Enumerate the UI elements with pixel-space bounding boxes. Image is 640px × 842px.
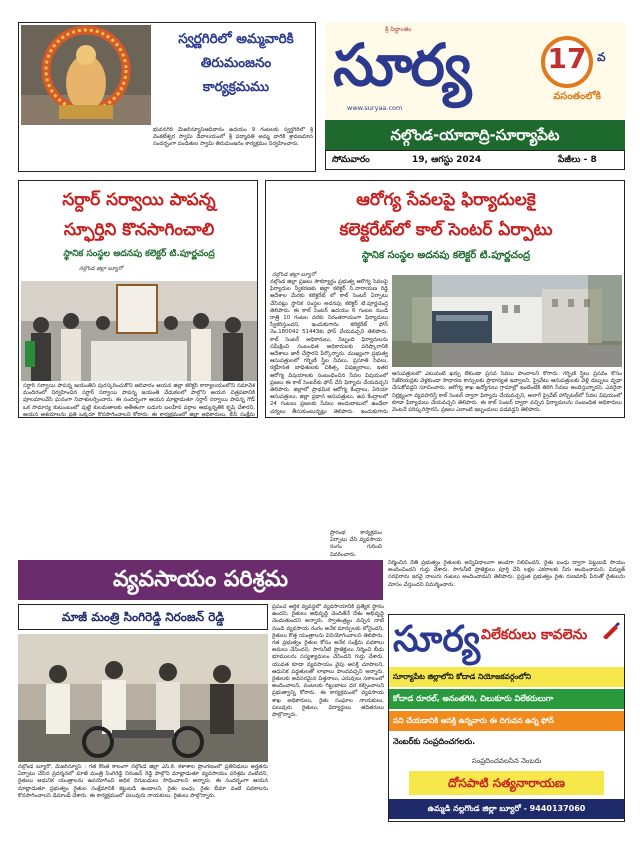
logo-website: www.suryaa.com [347,104,403,112]
headline-line: కార్యక్రమము [202,79,270,95]
papanna-subhead: స్థానిక సంస్థల అదనపు కలెక్టర్ టి.పూర్ణచంద్ర [63,249,215,259]
headline-line: స్ఫూర్తిని కొనసాగించాలి [63,220,215,240]
goddess-photo [21,25,151,125]
agri-body-right: నిర్మించిన నేతి ప్రభుత్వం రైతులకు అన్నివిధాలుగా అండగా నిలిచిందని, రైతు బంధు ద్వారా పెట్టుబడి సాయం అందించిందని గుర్తు చేశారు. సాగునీటి ప్రాజెక్టులు పూర్తి చేసి లక్షల ఎకరాలకు నీరు అందించామని, విద్యుత్ సరఫరాను ఇరవై నాలుగు గంటలు అందించామని తెలిపారు. ప్రస్తుత ప్రభుత్వం రైతు రుణమాఫీ పేరుతో రైతులను మోసం చేస్తుందని విమర్శించారు. [388,560,625,588]
date-strip [325,150,625,170]
day-label: సోమవారం [332,155,370,165]
reporters-ad [388,614,625,822]
logo-wordmark: సూర్య [333,31,470,99]
papanna-photo [21,281,257,381]
callcenter-dateline: నల్గొండ జిల్లా బ్యూరో [272,272,316,278]
agri-banner: వ్యవసాయం పరిశ్రమ [18,560,383,600]
masthead-logo-box [325,22,625,120]
top-left-body: భువనగిరి మేజర్‌న్యూస్‌ఆదివారం ఉదయం 9 గంటలకు స్వర్ణగిరిలో శ్రీ వెంకటేశ్వర స్వామి దేవాలయంలో శ్రీ పద్మావతి అమ్మ వారికి శ్రావణమాస సందర్భంగా పండితుల స్వామి తిరుమంజనం కార్యక్రమం నిర్వహించారు. [153,127,313,148]
callcenter-story [265,180,625,418]
ad-line-4: నెంబర్‌కు సంప్రదించగలరు. [393,737,476,746]
top-left-headline [159,27,313,99]
ad-title: విలేకరులు కావలెను [481,627,588,643]
anniversary-badge [537,36,617,106]
callcenter-subhead: స్థానిక సంస్థల అదనపు కలెక్టర్ టి.పూర్ణచంద్ర [361,250,531,261]
masthead [325,22,625,172]
ad-line-2: కోదాడ రూరల్, అనంతగిరి, చిలుకూరు విలేకరులుగా [389,689,624,709]
anniversary-text: వసంతంలోకి [553,91,601,102]
headline-line: ఆరోగ్య సేవలపై ఫిర్యాదులకై [356,190,536,210]
callcenter-body-wide: ఆసుపత్రులలో ఎటువంటి ఖర్చు లేకుండా ప్రసవ సేవలు పొందాలని కోరారు. గర్భిణీ స్త్రీలు ప్రసవం కోసం సిజేరియన్లకు వెళ్లకుండా సాధారణ కాన్పులకు ప్రాధాన్యత ఇవ్వాలని, ప్రైవేటు ఆసుపత్రులకు వెళ్లి డబ్బులు వృధా చేసుకోవద్దని సూచించారు. ఆరోగ్య శాఖ ఉద్యోగులు గ్రామాల్లో ఇంటింటికి తిరిగి సేవలు అందిస్తున్నారని, ఎవరైనా నిర్లక్ష్యంగా వ్యవహరిస్తే కాల్ సెంటర్ ద్వారా ఫిర్యాదు చేయవచ్చని, అలాగే ప్రైవేట్ హాస్పిటల్‌లో సేవల విషయంలో కూడా ఫిర్యాదులు చేయవచ్చని తెలిపారు. ఈ కాల్ సెంటర్ ద్వారా వచ్చిన ఫిర్యాదులను సంబంధిత అధికారులు వెంటనే పరిష్కరిస్తారని, ప్రజలు ఎలాంటి ఇబ్బందులు పడవద్దని తెలిపారు. [392,371,622,414]
agri-narrow-column: ప్రారంభ కార్యక్రమం ఏర్పాటు చేసి వ్యవసాయ రంగం గురించి వివరించారు. [330,530,382,558]
anniversary-suffix: వ [597,50,606,64]
ad-pen-icon [601,619,621,639]
page-label: పేజీలు - 8 [558,155,597,165]
agri-subhead: మాజీ మంత్రి సింగిరెడ్డి నిరంజన్ రెడ్డి [18,604,268,630]
anniversary-number: 17 [547,42,587,75]
papanna-story [18,180,258,418]
ad-line-3: పని చేయడానికి ఆసక్తి ఉన్నవారు ఈ దిగువన ఉన్న ఫోన్ [389,711,624,731]
ad-contact-detail: ఉమ్మడి నల్లగొండ జిల్లా బ్యూరో - 9440137060 [389,799,624,819]
edition-band: నల్గొండ-యాదాద్రి-సూర్యాపేట [325,120,625,150]
logo-tagline: శ్రీ సిద్దాంతం [385,26,412,33]
ad-logo-wordmark: సూర్య [393,619,481,660]
papanna-headline [23,185,255,245]
headline-line: తిరుమంజనం [200,55,272,71]
headline-line: స్వర్ణగిరిలో అమ్మవారికి [178,31,294,47]
collectorate-photo [392,275,622,367]
ad-contact-label: సంప్రదించవలసిన నెంబరు [471,757,542,765]
headline-line: కలెక్టరేట్‌లో కాల్ సెంటర్ ఏర్పాటు [339,220,553,240]
agri-photo [18,634,268,762]
agri-body-caption: నల్గొండ బ్యూరో, మేజర్‌న్యూస్ : గత కొంత కాలంగా నల్గొండ జిల్లా ఎస్.కె. కళాశాల ప్రాంగణంలో ప్రతినిధులు అర్హతను ఏర్పాటు చేసిన ప్రదర్శనలో మాజీ మంత్రి సింగిరెడ్డి నిరంజన్ రెడ్డి పాల్గొని మాట్లాడుతూ వ్యవసాయం పరిశ్రమ వంటిదని, రైతులు ఆధునిక యంత్రాలను ఉపయోగించి అధిక దిగుబడులు సాధించాలని అన్నారు. ఈ సందర్భంగా ఆయన మాట్లాడుతూ ప్రభుత్వం రైతుల సంక్షేమానికి కట్టుబడి ఉండాలని, రైతు బంధు, రైతు బీమా వంటి పథకాలను కొనసాగించాలని డిమాండ్ చేశారు. ఈ కార్యక్రమంలో పలువురు నాయకులు, రైతులు పాల్గొన్నారు. [18,764,268,799]
ad-contact-name: దోసపాటి సత్యనారాయణ [409,771,604,795]
callcenter-body-column: నల్గొండ జిల్లా ప్రజలు సౌకర్యార్థం ప్రభుత్వ ఆరోగ్య సేవలపై ఫిర్యాదుల స్వీకరణకు జిల్లా కలెక్టర్ సి.నారాయణ రెడ్డి ఆదేశాల మేరకు కలెక్టరేట్ లో కాల్ సెంటర్ ఏర్పాటు చేసినట్లు స్థానిక సంస్థల అదనపు కలెక్టర్ టి.పూర్ణచంద్ర తెలిపారు. ఈ కాల్ సెంటర్ ఉదయం 6 గంటల నుండి రాత్రి 10 గంటల వరకు నిరంతరాయంగా ఫిర్యాదులు స్వీకరిస్తుందని, ఇందుకుగాను కలెక్టరేట్ ఫోన్ నెం.180042 51443కు ఫోన్ చేయవచ్చని తెలిపారు. కాల్ సెంటర్ అధికారులు, సిబ్బంది ఫిర్యాదులను సమీక్షించి సంబంధిత అధికారులకు పరిష్కారానికి ఆదేశాలు జారీ చేస్తారని పేర్కొన్నారు. ముఖ్యంగా ప్రభుత్వ ఆసుపత్రులలో గర్భిణీ స్త్రీల సేవలు, ప్రసూతి సేవలు, రక్తహీనత బాధితులకు చికిత్స, విషజ్వరాలు, ఇతర ఆరోగ్య విషయాలకు సంబంధించిన సేవల విషయంలో ప్రజలు ఈ కాల్ సెంటర్‌కు ఫోన్ చేసి ఫిర్యాదు చేయవచ్చని తెలిపారు. జిల్లాలో ప్రాథమిక ఆరోగ్య కేంద్రాలు, ఏరియా ఆసుపత్రులు, జిల్లా ప్రధాన ఆసుపత్రులు, ఉప కేంద్రాలలో 24 గంటలు ప్రజలకు సేవలు అందుబాటులో ఉండేలా చర్యలు తీసుకుంటున్నట్లు తెలిపారు. ఇందుకుగాను [270,279,388,415]
date-label: 19, ఆగస్టు 2024 [412,155,482,165]
headline-line: సర్దార్ సర్వాయి పాపన్న [62,190,216,210]
ad-line-1: సూర్యాపేట జిల్లాలోని కోదాడ నియోజకవర్గంలోని [389,667,624,687]
top-left-story [18,22,316,172]
papanna-body: సర్దార్ సర్వాయి పాపన్న జయంతిని పురస్కరించుకొని ఆదివారం ఆయన జిల్లా కలెక్టర్ కార్యాలయంలోని సమావేశ మందిరంలో నిర్వహించిన సర్దార్ సర్వాయి పాపన్న జయంతి వేడుకలలో పాల్గొని ఆయన చిత్రపటానికి పూలమాలవేసి ఘనంగా నివాళులర్పించారు. ఈ సందర్భంగా ఆయన మాట్లాడుతూ సర్దార్ సర్వాయి పాపన్న గౌడ్ ఒక సామాన్య కుటుంబంలో పుట్టి కులమతాలకు అతీతంగా బడుగు బలహీన వర్గాల అభ్యున్నతికి కృషి చేశారని, ఆయన ఆశయాలను ప్రతి ఒక్కరూ కొనసాగించాలని కోరారు. ఈ కార్యక్రమంలో జిల్లా అధికారులు, బీసీ సంక్షేమ [23,383,255,417]
agri-body-mid: ప్రపంచ ఆర్థిక వ్యవస్థలో వ్యవసాయానికి ప్రత్యేక స్థానం ఉందని, రైతులు అభివృద్ధి చెందితేనే దేశం అభివృద్ధి చెందుతుందని అన్నారు. స్వాతంత్ర్యం వచ్చిన నాటి నుండి వ్యవసాయ రంగం అనేక మార్పులకు లోనైందని, రైతులు కొత్త యంత్రాలను వినియోగించాలని తెలిపారు. గత ప్రభుత్వం రైతుల కోసం అనేక సంక్షేమ పథకాలు అమలు చేసిందని, సాగునీటి ప్రాజెక్టులు నిర్మించి బీడు భూములను సస్యశ్యామలం చేసిందని గుర్తు చేశారు. యువత కూడా వ్యవసాయం వైపు ఆసక్తి చూపాలని, ఆధునిక పద్ధతులతో లాభాలు పొందవచ్చని అన్నారు. రైతులకు అవసరమైన విత్తనాలు, ఎరువులు సకాలంలో అందించాలని, పంటలకు గిట్టుబాటు ధర కల్పించాలని ప్రభుత్వాన్ని కోరారు. ఈ కార్యక్రమంలో వ్యవసాయ శాఖ అధికారులు, రైతు సంఘాల నాయకులు, పలువురు రైతులు, విద్యార్థులు తదితరులు పాల్గొన్నారు. [272,604,384,719]
callcenter-headline [270,185,622,245]
papanna-dateline: నల్గొండ జిల్లా బ్యూరో [79,266,123,272]
